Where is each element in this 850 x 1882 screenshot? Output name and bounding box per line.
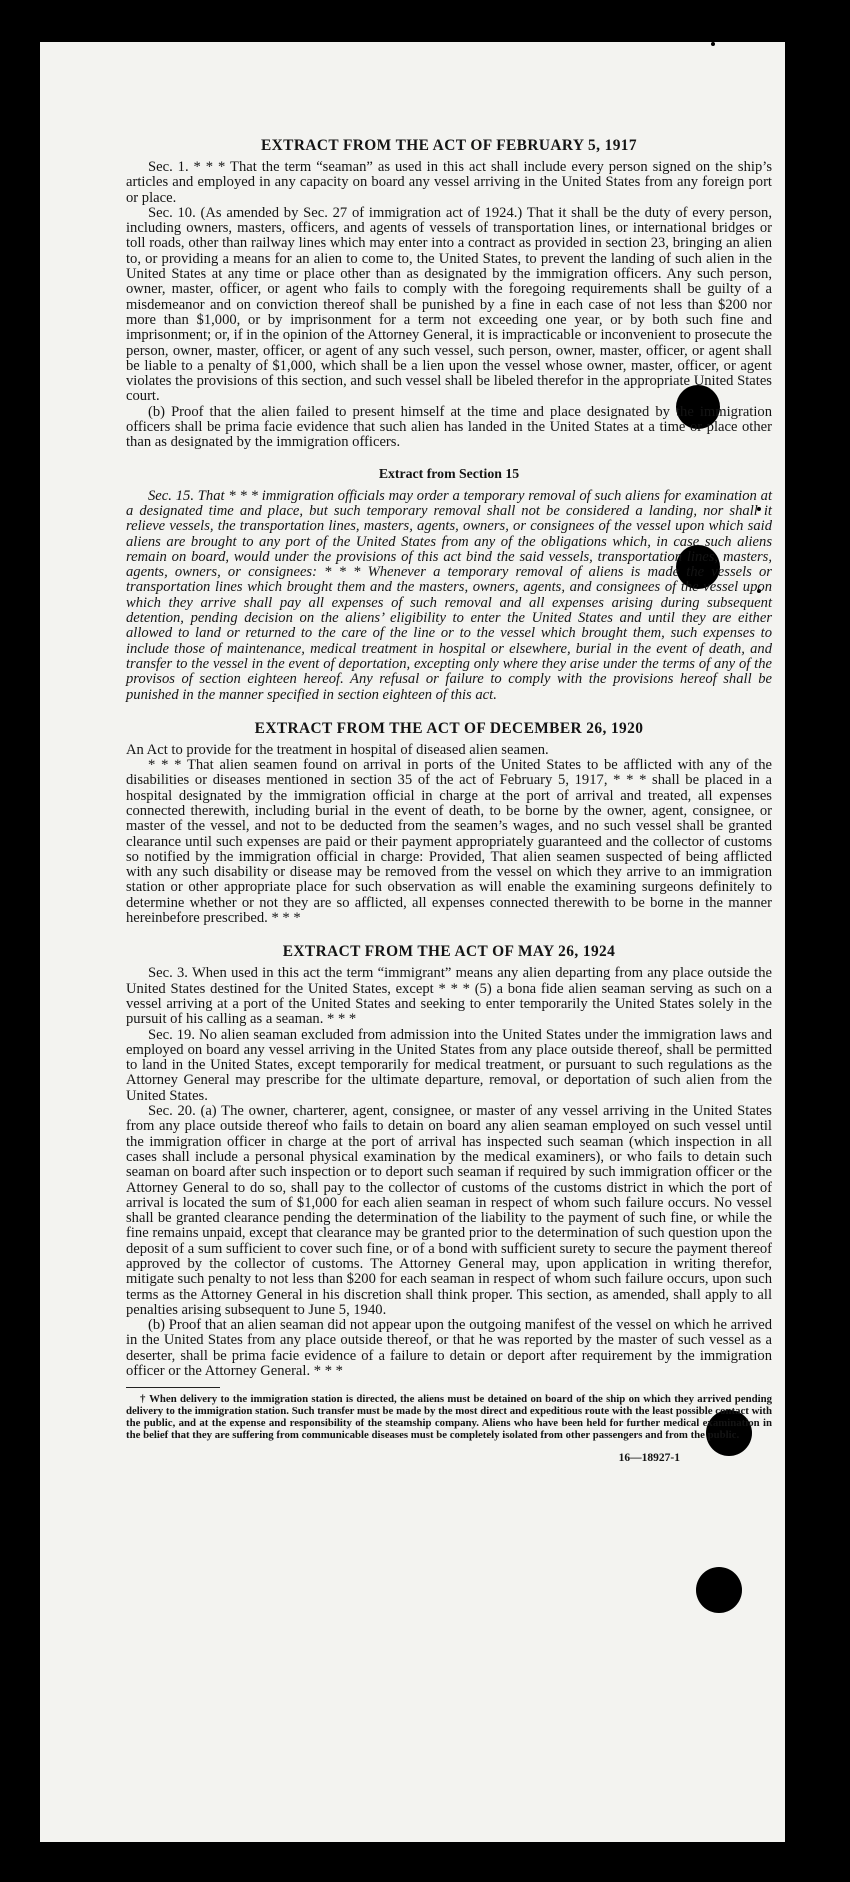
heading-section-15: Extract from Section 15	[378, 465, 520, 481]
paragraph: (b) Proof that an alien seaman did not appear upon the outgoing manifest of the vessel on which he arrived in the United States from any place outside thereof, or that he was reported by the master of such vessel as a deserter, shall be prima facie evidence of a failure to detain or deport after requirement by the immigration officer or the Attorney General. * * *	[126, 1317, 772, 1380]
document-page	[40, 42, 785, 1842]
paragraph: Sec. 19. No alien seaman excluded from admission into the United States under the immigration laws and employed on board any vessel arriving in the United States from any place outside thereof, shall be permitted to land in the United States, except temporarily for medical treatment, or pursuant to such regulations as the Attorney General may prescribe for the ultimate departure, removal, or deportation of such alien from the United States.	[126, 1026, 772, 1104]
form-code: 16—18927-1	[618, 1451, 680, 1464]
speck	[711, 42, 715, 46]
paragraph: * * * That alien seamen found on arrival in ports of the United States to be afflicted with any of the disabilities or diseases mentioned in section 35 of the act of February 5, 1917, * * * shall be placed in a hospital designated by the immigration official in charge at the port of arrival and treated, all expenses connected therewith, including burial in the event of death, to be borne by the owner, agent, consignee, or master of the vessel, and not to be deducted from the seamen’s wages, and no such vessel shall be granted clearance until such expenses are paid or their payment appropriately guaranteed and the collector of customs so notified by the immigration official in charge: Provided, That alien seamen suspected of being afflicted with any such disability or disease may be removed from the vessel on which they arrive to an immigration station or other appropriate place for such observation as will enable the examining surgeons definitely to determine whether or not they are so afflicted, all expenses connected therewith to be borne in the manner hereinbefore prescribed. * * *	[126, 757, 772, 927]
footnote: † When delivery to the immigration station is directed, the aliens must be detained on board of the ship on which they arrived pending delivery to the immigration station. Such transfer must be made by the most direct and expeditious route with the least possible contact with the public, and at the expense and responsibility of the steamship company. Aliens who have been held for further medical examination in the belief that they are suffering from communicable diseases must be completely isolated from other passengers and from the public.	[126, 1393, 772, 1441]
heading-act-1920: EXTRACT FROM THE ACT OF DECEMBER 26, 1920	[254, 719, 644, 737]
document-content	[126, 136, 772, 1464]
punch-hole	[696, 1567, 742, 1613]
footnote-rule	[126, 1387, 220, 1388]
paragraph-section-15: Sec. 15. That * * * immigration officials may order a temporary removal of such aliens for examination at a designated time and place, but such temporary removal shall not be considered a landing, nor shall it relieve vessels, the transportation lines, masters, agents, owners, or consignees of the vessel upon which said aliens are brought to any port of the United States from any of the obligations which, in case such aliens remain on board, would under the provisions of this act bind the said vessels, transportation lines, masters, agents, owners, or consignees: * * * Whenever a temporary removal of aliens is made the vessels or transportation lines which brought them and the masters, owners, agents, and consignees of the vessel upon which they arrive shall pay all expenses of such removal and all expenses arising during subsequent detention, pending decision on the aliens’ eligibility to enter the United States and until they are either allowed to land or returned to the care of the line or to the vessel which brought them, such expenses to include those of maintenance, medical treatment in hospital or elsewhere, burial in the event of death, and transfer to the vessel in the event of deportation, excepting only where they arise under the terms of any of the provisos of section eighteen hereof. Any refusal or failure to comply with the provisions hereof shall be punished in the manner specified in section eighteen of this act.	[126, 487, 772, 703]
paragraph: Sec. 1. * * * That the term “seaman” as used in this act shall include every person signed on the ship’s articles and employed in any capacity on board any vessel arriving in the United States from any foreign port or place.	[126, 159, 772, 206]
paragraph: (b) Proof that the alien failed to present himself at the time and place designated by the immigration officers shall be prima facie evidence that such alien has landed in the United States at a time or place other than as designated by the immigration officers.	[126, 403, 772, 451]
paragraph: Sec. 10. (As amended by Sec. 27 of immigration act of 1924.) That it shall be the duty of every person, including owners, masters, officers, and agents of vessels of transportation lines, or international bridges or toll roads, other than railway lines which may enter into a contract as provided in section 23, bringing an alien to, or providing a means for an alien to come to, the United States, to prevent the landing of such alien in the United States at any time or place other than as designated by the immigration officers. Any such person, owner, master, officer, or agent who fails to comply with the foregoing requirements shall be guilty of a misdemeanor and on conviction thereof shall be punished by a fine in each case of not less than $200 nor more than $1,000, or by imprisonment for a term not exceeding one year, or by both such fine and imprisonment; or, if in the opinion of the Attorney General, it is impracticable or inconvenient to prosecute the person, owner, master, officer, or agent of any such vessel, such person, owner, master, officer, or agent shall be liable to a penalty of $1,000, which shall be a lien upon the vessel whose owner, master, officer, or agent violates the provisions of this section, and such vessel shall be libeled therefor in the appropriate United States court.	[126, 204, 772, 405]
paragraph: Sec. 3. When used in this act the term “immigrant” means any alien departing from any place outside the United States destined for the United States, except * * * (5) a bona fide alien seaman serving as such on a vessel arriving at a port of the United States and seeking to enter temporarily the United States solely in the pursuit of his calling as a seaman. * * *	[126, 965, 772, 1028]
heading-act-1924: EXTRACT FROM THE ACT OF MAY 26, 1924	[282, 943, 616, 961]
paragraph: Sec. 20. (a) The owner, charterer, agent, consignee, or master of any vessel arriving in the United States from any place outside thereof who fails to detain on board any alien seaman employed on such vessel until the immigration officer in charge at the port of arrival has inspected such seaman (which inspection in all cases shall include a personal physical examination by the medical examiners), or who fails to detain such seaman on board after such inspection or to deport such seaman if required by such immigration officer or the Attorney General to do so, shall pay to the collector of customs of the customs district in which the port of arrival is located the sum of $1,000 for each alien seaman in respect of whom such failure occurs. No vessel shall be granted clearance pending the determination of the liability to the payment of such fine, or while the fine remains unpaid, except that clearance may be granted prior to the determination of such question upon the deposit of a sum sufficient to cover such fine, or of a bond with sufficient surety to secure the payment thereof approved by the collector of customs. The Attorney General may, upon application in writing therefor, mitigate such penalty to not less than $200 for each seaman in respect of whom such failure occurs, upon such terms as the Attorney General in his discretion shall think proper. This section, as amended, shall apply to all penalties arising subsequent to June 5, 1940.	[126, 1103, 772, 1318]
paragraph: An Act to provide for the treatment in hospital of diseased alien seamen.	[126, 741, 549, 758]
heading-act-1917: EXTRACT FROM THE ACT OF FEBRUARY 5, 1917	[260, 137, 638, 154]
